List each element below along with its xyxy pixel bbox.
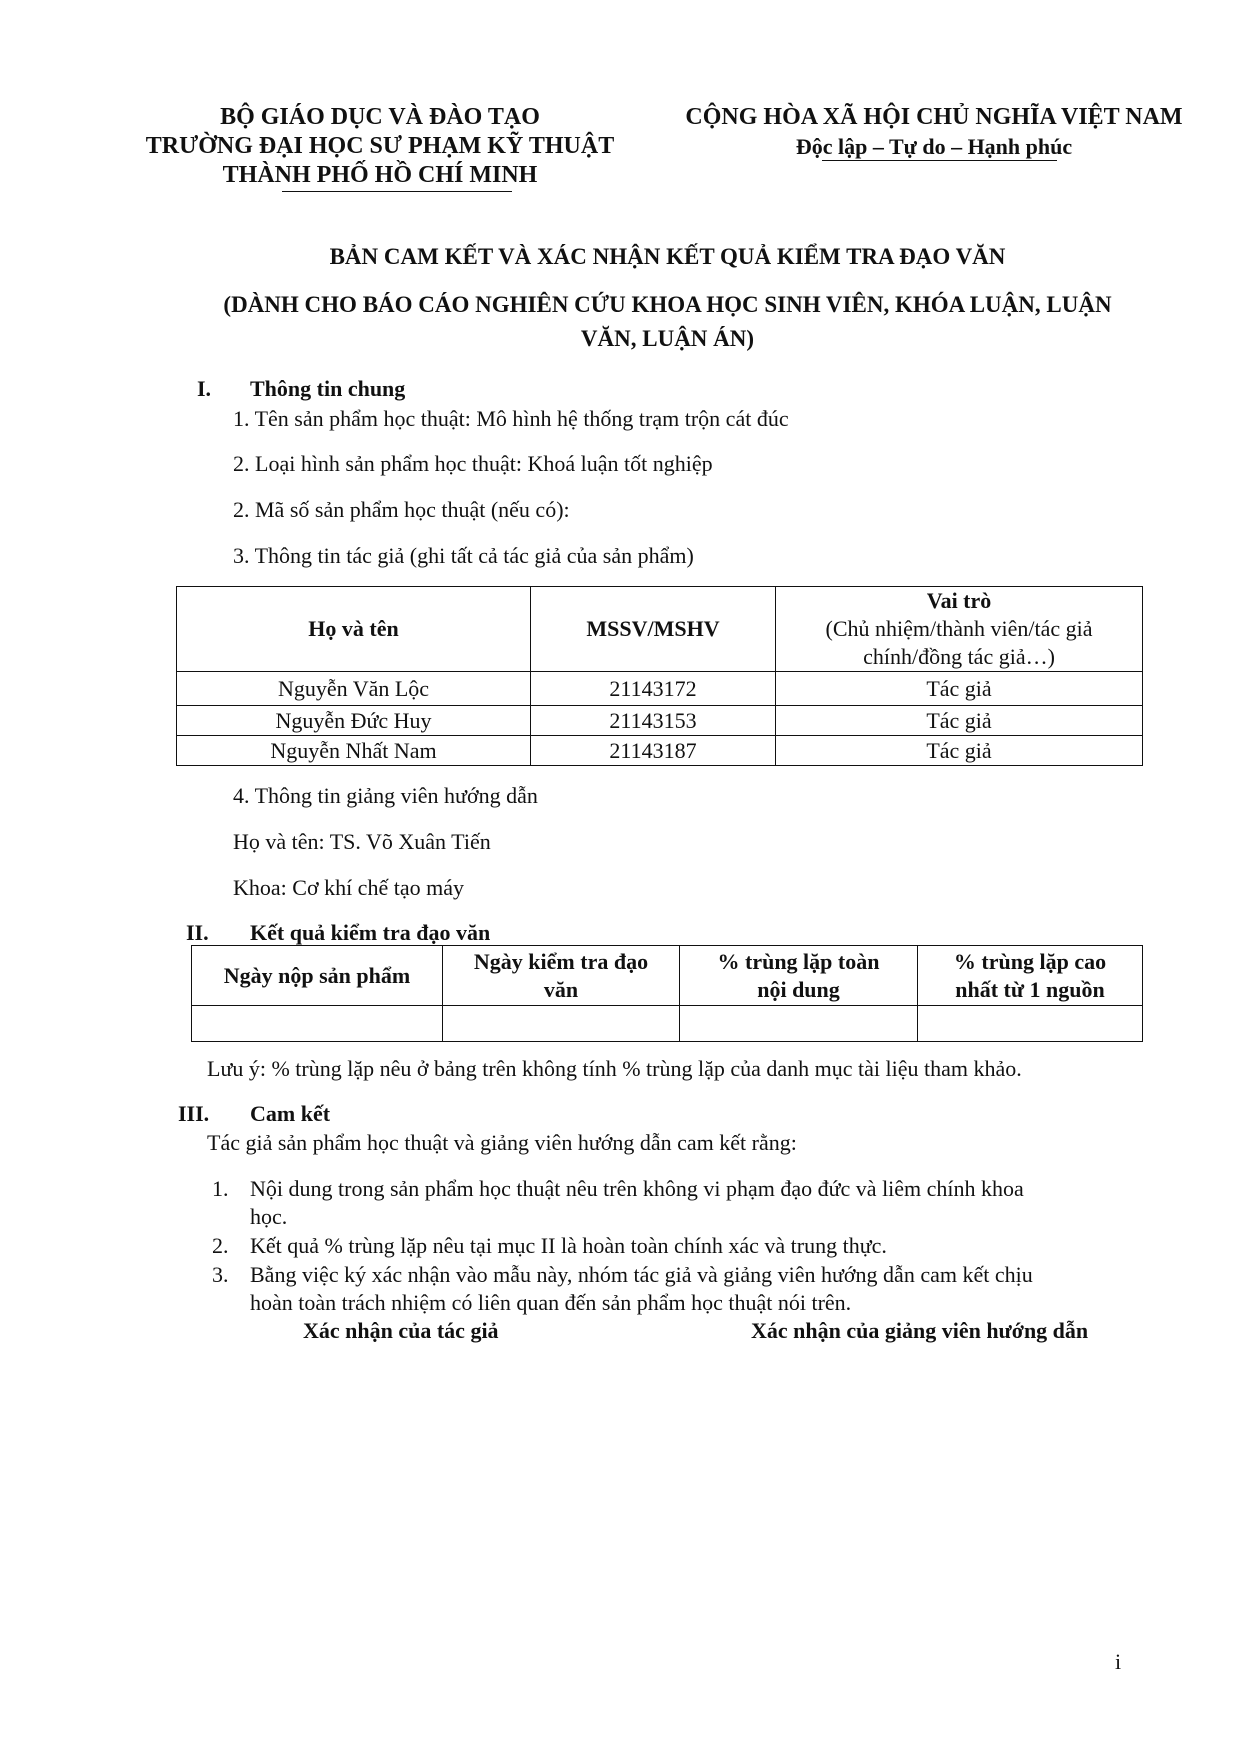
author-role: Tác giả xyxy=(776,672,1143,706)
col-check-date xyxy=(443,946,680,1006)
document-title xyxy=(120,240,1215,274)
section3-heading: Cam kết xyxy=(250,1101,331,1126)
author-id: 21143172 xyxy=(531,672,776,706)
table-row xyxy=(177,736,1143,766)
plagiarism-table-header xyxy=(192,946,1143,1006)
role-desc-line1: (Chủ nhiệm/thành viên/tác giả xyxy=(825,616,1093,641)
list-item-number: 2. xyxy=(212,1233,229,1258)
col-max-overlap xyxy=(918,946,1143,1006)
check-date-cell xyxy=(443,1006,680,1042)
republic-header xyxy=(654,103,1214,161)
advisor-name: Họ và tên: TS. Võ Xuân Tiến xyxy=(233,829,491,854)
plagiarism-note: Lưu ý: % trùng lặp nêu ở bảng trên không tính % trùng lặp của danh mục tài liệu tham khảo. xyxy=(207,1056,1022,1081)
commitment-intro: Tác giả sản phẩm học thuật và giảng viên hướng dẫn cam kết rằng: xyxy=(207,1130,797,1155)
col-total-overlap-line2: nội dung xyxy=(757,976,840,1002)
ministry-header xyxy=(120,103,640,190)
col-id-header: MSSV/MSHV xyxy=(531,587,776,672)
author-name: Nguyễn Đức Huy xyxy=(177,706,531,736)
author-signature-label: Xác nhận của tác giả xyxy=(303,1318,499,1343)
col-name-header: Họ và tên xyxy=(177,587,531,672)
list-item-text: Nội dung trong sản phẩm học thuật nêu trên không vi phạm đạo đức và liêm chính khoa xyxy=(250,1176,1024,1201)
author-name: Nguyễn Văn Lộc xyxy=(177,672,531,706)
col-role-header xyxy=(776,587,1143,672)
table-row xyxy=(192,1006,1143,1042)
col-submission-date-label: Ngày nộp sản phẩm xyxy=(223,962,411,988)
col-check-date-line1: Ngày kiểm tra đạo xyxy=(473,948,649,974)
header-right-underline xyxy=(822,160,1057,161)
city-name: THÀNH PHỐ HỒ CHÍ MINH xyxy=(222,162,538,188)
ministry-name: BỘ GIÁO DỤC VÀ ĐÀO TẠO xyxy=(220,104,540,130)
list-item xyxy=(212,1232,887,1260)
list-item-continuation: học. xyxy=(250,1204,288,1229)
max-overlap-cell xyxy=(918,1006,1143,1042)
product-code: 2. Mã số sản phẩm học thuật (nếu có): xyxy=(233,497,570,522)
authors-table xyxy=(176,586,1143,766)
document-subtitle xyxy=(120,288,1215,356)
author-role: Tác giả xyxy=(776,736,1143,766)
advisor-faculty: Khoa: Cơ khí chế tạo máy xyxy=(233,875,464,900)
col-submission-date xyxy=(192,946,443,1006)
list-item-text: Kết quả % trùng lặp nêu tại mục II là hoàn toàn chính xác và trung thực. xyxy=(250,1233,887,1258)
role-desc-line2: chính/đồng tác giả…) xyxy=(863,644,1055,669)
product-type: 2. Loại hình sản phẩm học thuật: Khoá luận tốt nghiệp xyxy=(233,451,713,476)
section1-number: I. xyxy=(197,376,212,401)
author-info-label: 3. Thông tin tác giả (ghi tất cả tác giả của sản phẩm) xyxy=(233,543,694,568)
section2-heading: Kết quả kiểm tra đạo văn xyxy=(250,920,491,945)
subtitle-line2: VĂN, LUẬN ÁN) xyxy=(580,326,755,351)
table-row xyxy=(177,706,1143,736)
product-name: 1. Tên sản phẩm học thuật: Mô hình hệ thống trạm trộn cát đúc xyxy=(233,406,789,431)
col-check-date-line2: văn xyxy=(543,976,579,1002)
list-item-number: 3. xyxy=(212,1262,229,1287)
advisor-info-label: 4. Thông tin giảng viên hướng dẫn xyxy=(233,783,538,808)
university-name: TRƯỜNG ĐẠI HỌC SƯ PHẠM KỸ THUẬT xyxy=(145,133,615,159)
authors-table-header xyxy=(177,587,1143,672)
col-max-overlap-line2: nhất từ 1 nguồn xyxy=(955,976,1105,1002)
republic-name: CỘNG HÒA XÃ HỘI CHỦ NGHĨA VIỆT NAM xyxy=(685,104,1183,130)
col-max-overlap-line1: % trùng lặp cao xyxy=(953,948,1107,974)
page-number: i xyxy=(1115,1649,1122,1674)
list-item-number: 1. xyxy=(212,1176,229,1201)
list-item xyxy=(212,1175,1024,1203)
author-name: Nguyễn Nhất Nam xyxy=(177,736,531,766)
list-item-continuation: hoàn toàn trách nhiệm có liên quan đến sản phẩm học thuật nói trên. xyxy=(250,1290,852,1315)
author-id: 21143153 xyxy=(531,706,776,736)
submission-date-cell xyxy=(192,1006,443,1042)
subtitle-line1: (DÀNH CHO BÁO CÁO NGHIÊN CỨU KHOA HỌC SINH VIÊN, KHÓA LUẬN, LUẬN xyxy=(223,292,1112,317)
header-left-underline xyxy=(282,191,512,192)
total-overlap-cell xyxy=(680,1006,918,1042)
table-row xyxy=(177,672,1143,706)
plagiarism-table xyxy=(191,945,1143,1042)
author-role: Tác giả xyxy=(776,706,1143,736)
col-total-overlap-line1: % trùng lặp toàn xyxy=(717,948,880,974)
section3-number: III. xyxy=(178,1101,210,1126)
motto: Độc lập – Tự do – Hạnh phúc xyxy=(795,134,1073,159)
role-title: Vai trò xyxy=(926,588,992,613)
list-item-text: Bằng việc ký xác nhận vào mẫu này, nhóm tác giả và giảng viên hướng dẫn cam kết chịu xyxy=(250,1262,1033,1287)
list-item xyxy=(212,1261,1033,1289)
section2-number: II. xyxy=(186,920,209,945)
title-line1: BẢN CAM KẾT VÀ XÁC NHẬN KẾT QUẢ KIỂM TRA ĐẠO VĂN xyxy=(329,244,1006,269)
section1-heading: Thông tin chung xyxy=(250,376,406,401)
advisor-signature-label: Xác nhận của giảng viên hướng dẫn xyxy=(751,1318,1089,1343)
author-id: 21143187 xyxy=(531,736,776,766)
col-total-overlap xyxy=(680,946,918,1006)
